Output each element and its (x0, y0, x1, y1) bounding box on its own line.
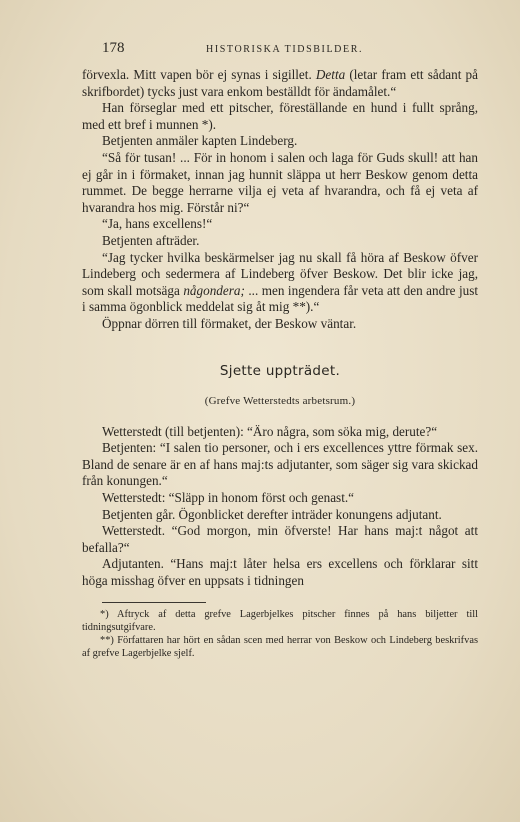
paragraph: Wetterstedt. “God morgon, min öfverste! Har hans maj:t något att befalla?“ (82, 523, 478, 555)
main-text (82, 67, 478, 590)
emphasis: Detta (315, 67, 346, 82)
paragraph: Wetterstedt (till betjenten): “Äro några, som söka mig, derute?“ (102, 423, 438, 439)
section-subtitle: (Grefve Wetterstedts arbetsrum.) (204, 395, 356, 408)
emphasis: någondera; (183, 282, 245, 298)
footnote: **) Författaren har hört en sådan scen med herrar von Beskow och Lindeberg beskrifvas af grefve Lagerbjelke sjelf. (82, 635, 478, 660)
paragraph: “Ja, hans excellens!“ (102, 216, 213, 232)
paragraph: Betjenten går. Ögonblicket derefter inträder konungens adjutant. (102, 506, 442, 522)
text-span: förvexla. Mitt vapen bör ej synas i sigillet. (82, 67, 316, 82)
text-span: ... men ingendera får veta att den andre just i samma ögonblick meddelat sig åt mig **).“ (82, 282, 479, 315)
footnote: *) Aftryck af detta grefve Lagerbjelkes pitscher finnes på hans biljetter till tidningsutgifvare. (82, 608, 478, 633)
section-title: Sjette uppträdet. (219, 362, 341, 379)
page-number: 178 (102, 40, 125, 56)
footnote-divider (102, 602, 206, 603)
paragraph: Öppnar dörren till förmaket, der Beskow väntar. (102, 315, 357, 331)
section-heading (82, 363, 478, 410)
scene-text (82, 424, 478, 590)
paragraph: Han förseglar med ett pitscher, föreställande en hund i fullt språng, med ett bref i munnen *). (82, 100, 478, 132)
paragraph: “Så för tusan! ... För in honom i salen och laga för Guds skull! att han ej går in i förmaket, innan jag hunnit släppa ut herr Beskow genom detta rummet. De begge herrarne vilja ej veta af hvarandra, och få ej veta af hvarandra hos mig. Förstår ni?“ (82, 149, 478, 215)
text-span: “Jag tycker hvilka beskärmelser jag nu skall få höra af Beskow öfver Lindeberg och sedermera af Lindeberg öfver Beskow. Det blir icke jag, som skall motsäga (82, 249, 478, 298)
paragraph: Betjenten anmäler kapten Lindeberg. (102, 133, 298, 149)
text-span: (letar fram ett sådant på skrifbordet) tycks just vara enkom beställdt för ändamålet.“ (82, 67, 478, 99)
page-header (82, 40, 478, 64)
running-head: HISTORISKA TIDSBILDER. (206, 44, 364, 55)
footnotes (82, 608, 478, 661)
paragraph: Wetterstedt: “Släpp in honom först och genast.“ (102, 490, 355, 506)
paragraph (82, 67, 478, 100)
paragraph (82, 250, 478, 316)
paragraph: Betjenten afträder. (102, 232, 200, 248)
paragraph: Betjenten: “I salen tio personer, och i ers excellences yttre förmak sex. Bland de senare är en af hans maj:ts adjutanter, som säger sig vara skickad från konungen.“ (82, 440, 478, 489)
paragraph: Adjutanten. “Hans maj:t låter helsa ers excellens och förklarar sitt höga misshag öfver en uppsats i tidningen (82, 556, 478, 589)
